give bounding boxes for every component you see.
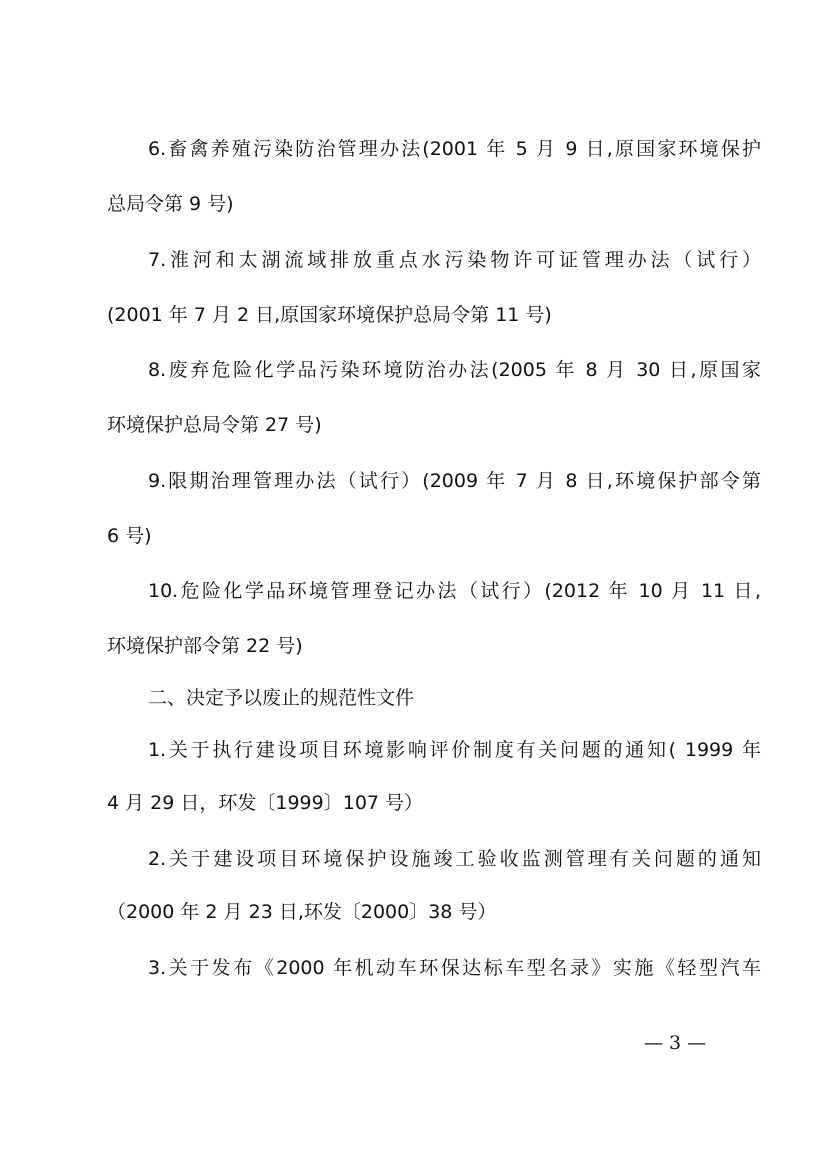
item-9-line-2: 6 号)	[107, 525, 152, 547]
item-6-line-1: 6.畜禽养殖污染防治管理办法(2001 年 5 月 9 日,原国家环境保护	[148, 138, 761, 160]
item-9-line-1: 9.限期治理管理办法（试行）(2009 年 7 月 8 日,环境保护部令第	[148, 470, 761, 492]
item-10-line-2: 环境保护部令第 22 号)	[107, 635, 303, 657]
doc-1-line-2: 4 月 29 日，环发〔1999〕107 号）	[107, 792, 424, 814]
item-8-line-2: 环境保护总局令第 27 号)	[107, 414, 322, 436]
item-8-line-1: 8.废弃危险化学品污染环境防治办法(2005 年 8 月 30 日,原国家	[148, 359, 761, 381]
item-7-line-1: 7.淮河和太湖流域排放重点水污染物许可证管理办法（试行）	[148, 249, 761, 271]
section-heading: 二、决定予以废止的规范性文件	[148, 687, 415, 709]
item-10-line-1: 10.危险化学品环境管理登记办法（试行）(2012 年 10 月 11 日,	[148, 580, 761, 602]
doc-1-line-1: 1.关于执行建设项目环境影响评价制度有关问题的通知( 1999 年	[148, 739, 761, 761]
doc-2-line-1: 2.关于建设项目环境保护设施竣工验收监测管理有关问题的通知	[148, 848, 761, 870]
doc-2-line-2: （2000 年 2 月 23 日,环发〔2000〕38 号）	[107, 901, 497, 923]
item-7-line-2: (2001 年 7 月 2 日,原国家环境保护总局令第 11 号)	[107, 304, 552, 326]
item-6-line-2: 总局令第 9 号)	[107, 193, 234, 215]
doc-3-line-1: 3.关于发布《2000 年机动车环保达标车型名录》实施《轻型汽车	[148, 957, 761, 979]
page-number: — 3 —	[644, 1032, 707, 1054]
